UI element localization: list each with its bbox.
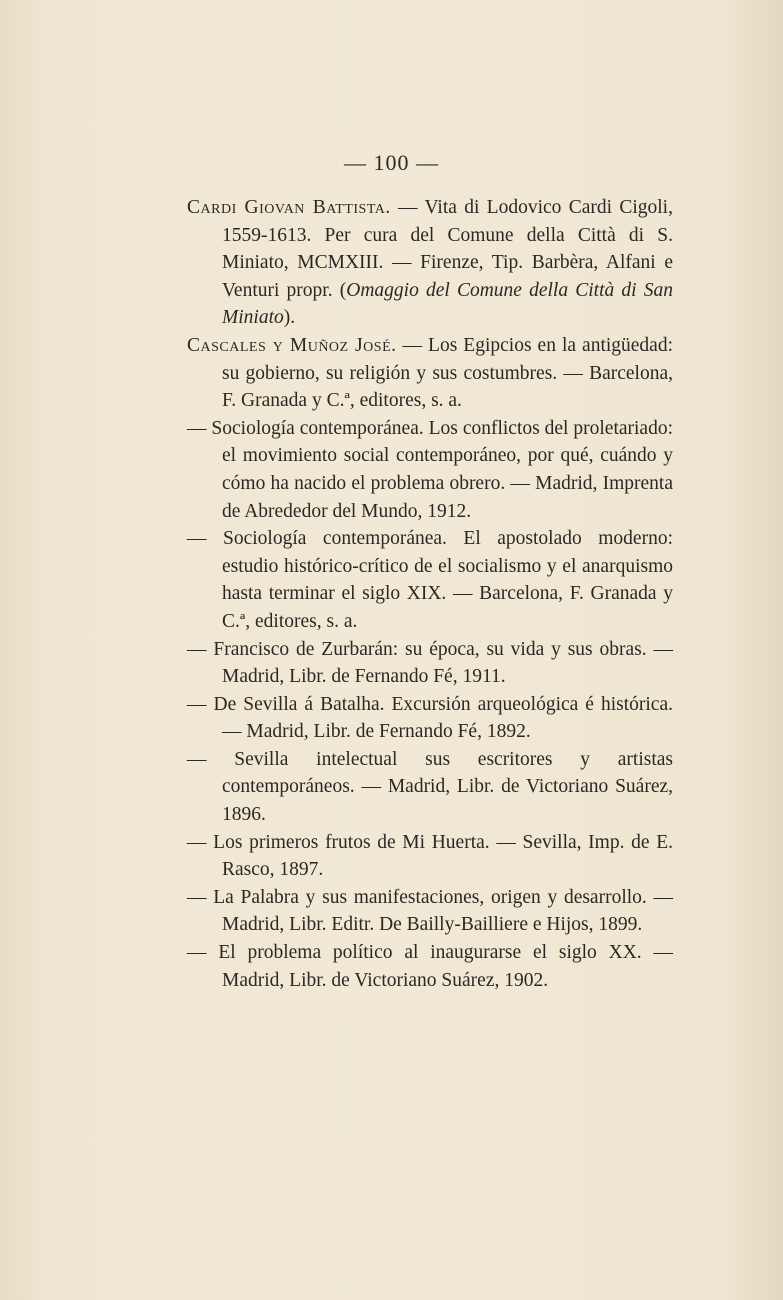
bibliography-entry: — Sevilla intelectual sus escritores y artistas contemporáneos. — Madrid, Libr. de Victoriano Suárez, 1896. bbox=[187, 748, 673, 826]
bibliography-entry bbox=[187, 194, 673, 332]
bibliography-entry: — De Sevilla á Batalha. Excursión arqueológica é histórica. — Madrid, Libr. de Fernando Fé, 1892. bbox=[187, 693, 673, 743]
bibliography-entry: — El problema político al inaugurarse el siglo XX. — Madrid, Libr. de Victoriano Suárez, 1902. bbox=[187, 942, 673, 991]
bibliography-entry: — Sociología contemporánea. Los conflictos del proletariado: el movimiento social contemporáneo, por qué, cuándo y cómo ha nacido el problema obrero. — Madrid, Imprenta de Abrededor del Mundo, 1912. bbox=[187, 417, 673, 522]
page-number: — 100 — bbox=[344, 150, 439, 175]
entry-text: ). bbox=[283, 307, 296, 329]
entry-author: Cardi Giovan Battista. bbox=[187, 197, 391, 218]
bibliography-entry: — La Palabra y sus manifestaciones, origen y desarrollo. — Madrid, Libr. Editr. De Bailly-Bailliere e Hijos, 1899. bbox=[187, 886, 673, 936]
entry-text: — Los Egipcios en la antigüedad: su gobierno, su religión y sus costumbres. — Barcelona, F. Granada y C.ª, editores, s. a. bbox=[222, 334, 674, 412]
bibliography-list bbox=[187, 194, 673, 994]
entry-series-title: Omaggio del Comune della Città di San Miniato bbox=[222, 279, 673, 329]
entry-text: — Vita di Lodovico Cardi Cigoli, 1559-1613. Per cura del Comune della Città di S. Miniato, MCMXIII. — Firenze, Tip. Barbèra, Alfani e Venturi propr. ( bbox=[222, 197, 673, 301]
bibliography-entry bbox=[187, 332, 673, 415]
bibliography-entry: — Los primeros frutos de Mi Huerta. — Sevilla, Imp. de E. Rasco, 1897. bbox=[187, 831, 673, 881]
bibliography-entry: — Francisco de Zurbarán: su época, su vida y sus obras. — Madrid, Libr. de Fernando Fé, 1911. bbox=[187, 638, 673, 688]
entry-author: Cascales y Muñoz José. bbox=[187, 334, 397, 356]
bibliography-entry: — Sociología contemporánea. El apostolado moderno: estudio histórico-crítico de el socialismo y el anarquismo hasta terminar el siglo XIX. — Barcelona, F. Granada y C.ª, editores, s. a. bbox=[187, 528, 673, 632]
